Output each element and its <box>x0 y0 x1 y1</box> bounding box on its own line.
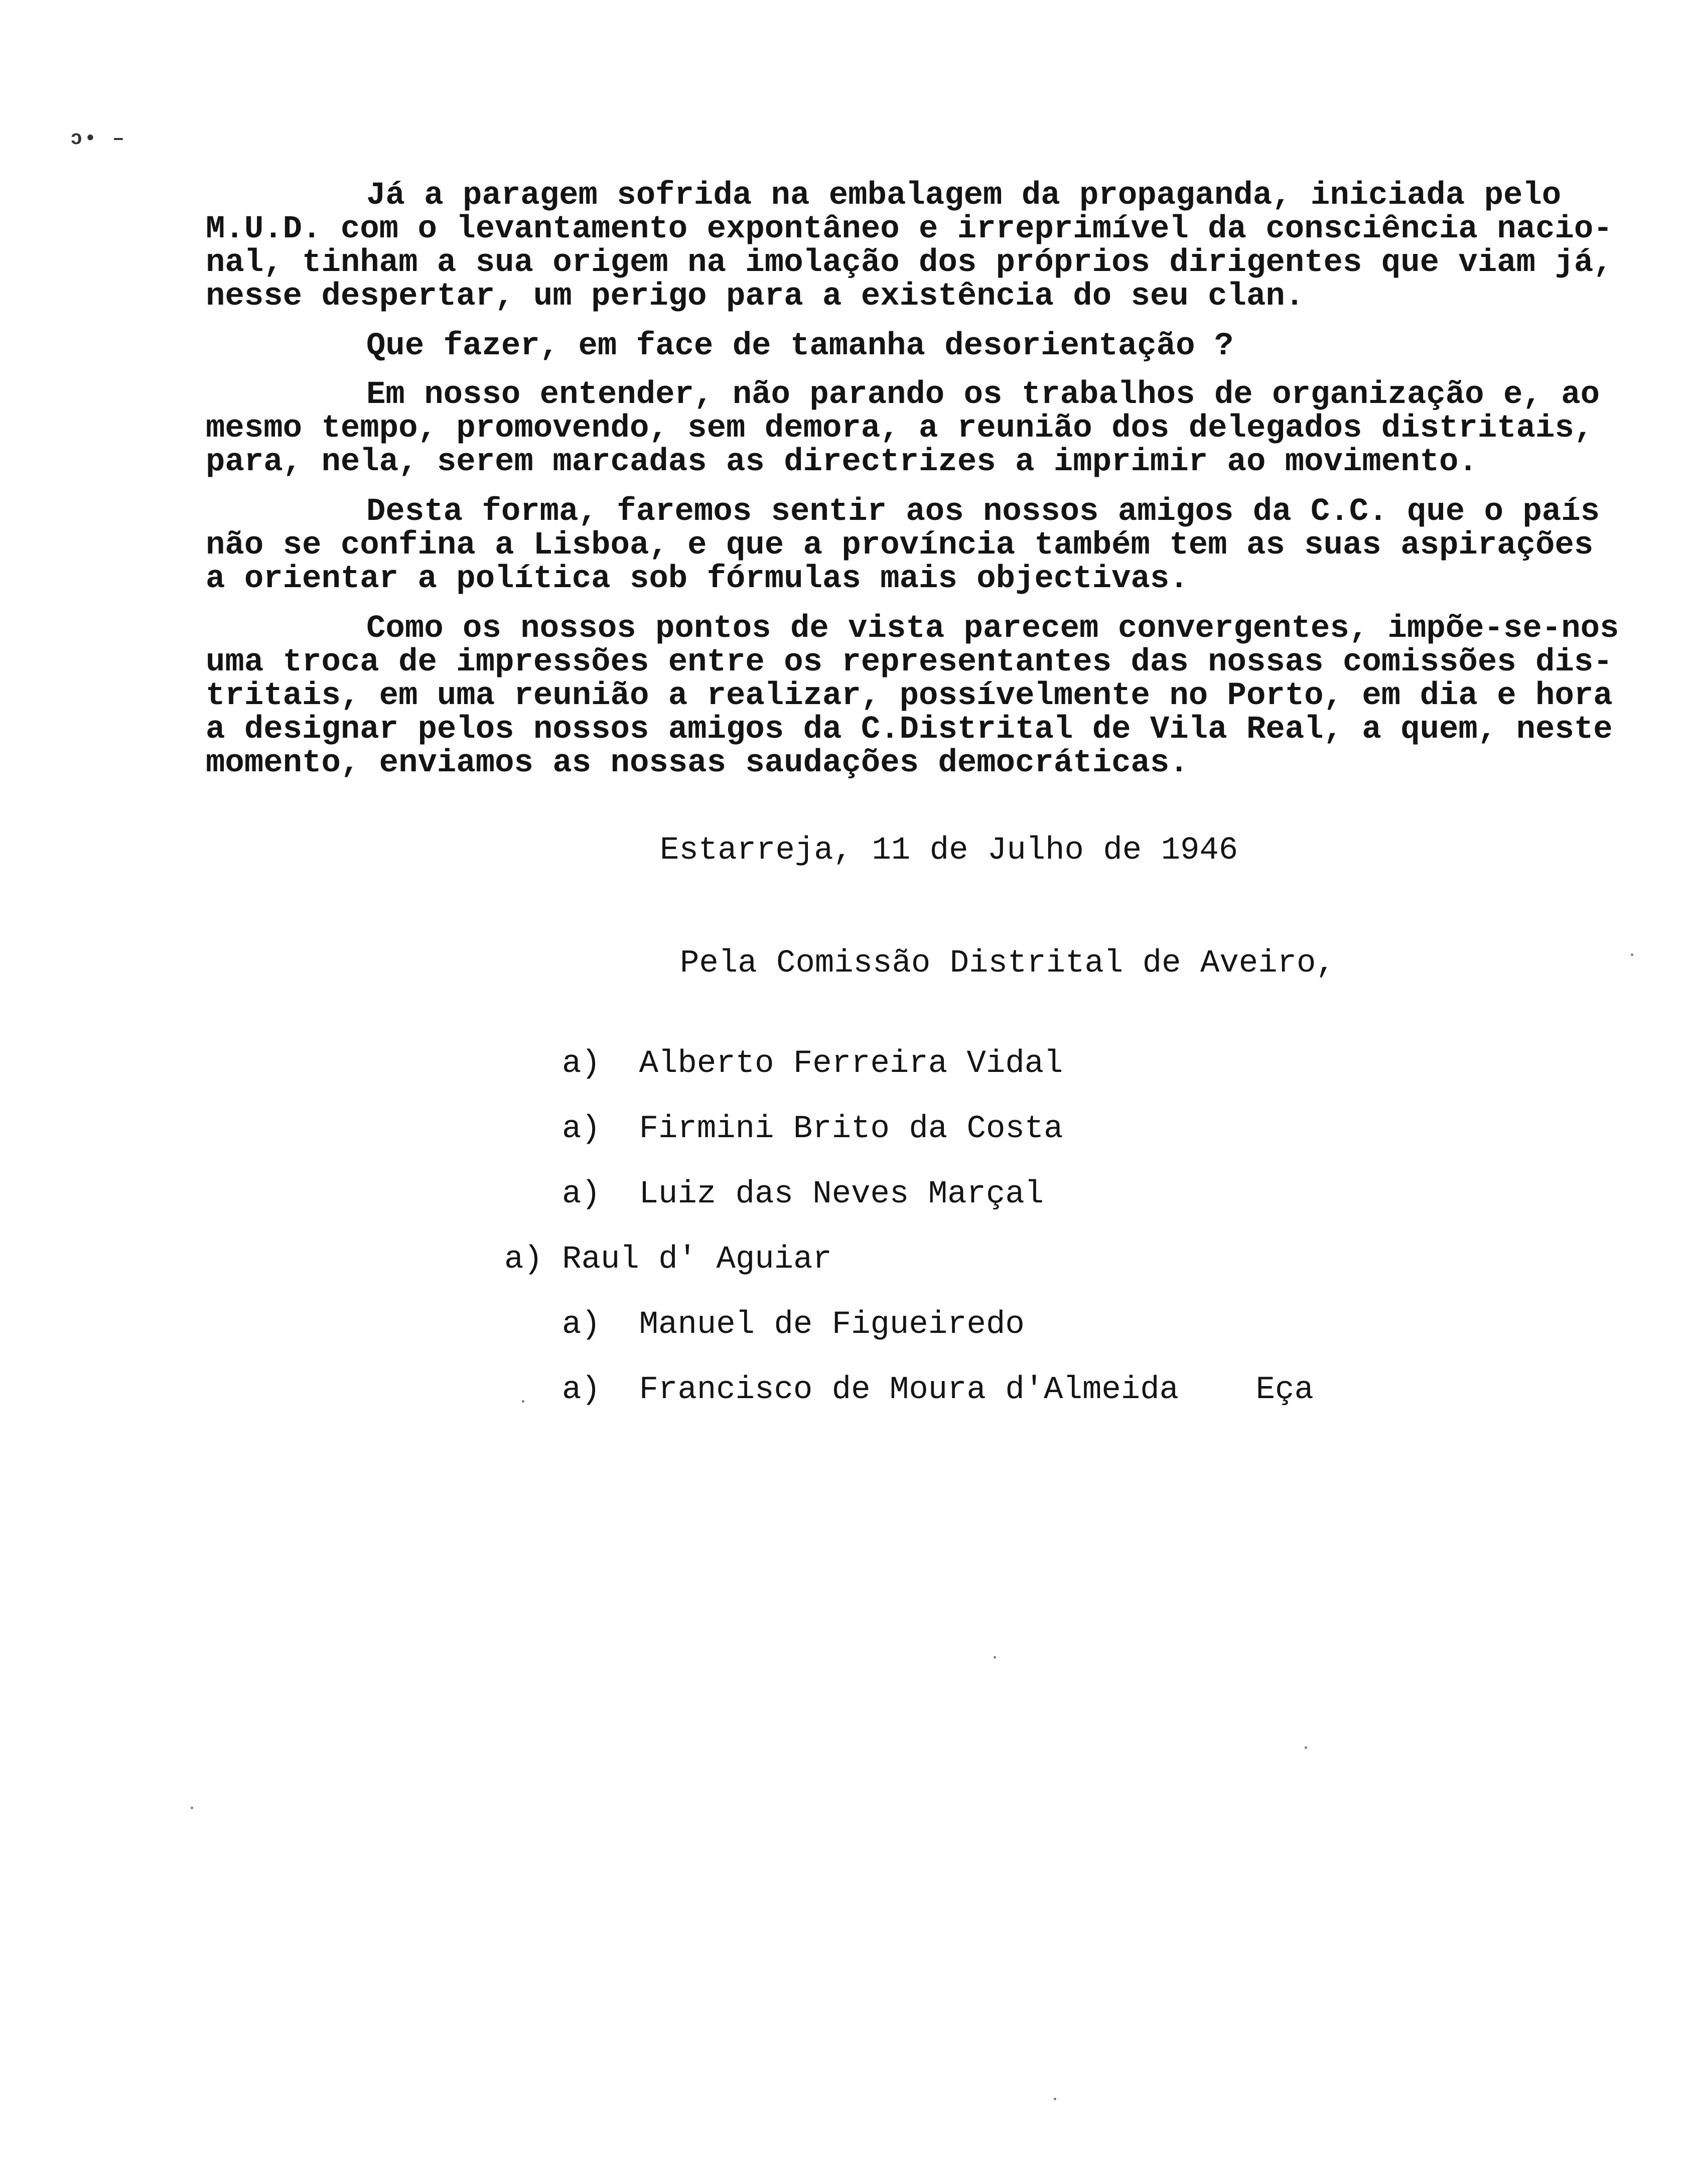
paragraph-1-line-2: M.U.D. com o levantamento expontâneo e irreprimível da consciência nacio- <box>206 211 1613 247</box>
on-behalf-line: Pela Comissão Distrital de Aveiro, <box>680 945 1335 982</box>
scan-speck <box>522 1400 524 1403</box>
paragraph-3-line-2: mesmo tempo, promovendo, sem demora, a reunião dos delegados distritais, <box>206 411 1594 447</box>
paragraph-1-line-3: nal, tinham a sua origem na imolação dos próprios dirigentes que viam já, <box>206 245 1613 281</box>
scan-speck <box>1631 953 1633 956</box>
signatory: a) Alberto Ferreira Vidal <box>562 1046 1063 1082</box>
paragraph-3-line-3: para, nela, serem marcadas as directrizes a imprimir ao movimento. <box>206 444 1478 480</box>
paragraph-4-line-3: a orientar a política sob fórmulas mais objectivas. <box>206 561 1189 597</box>
place-date: Estarreja, 11 de Julho de 1946 <box>660 833 1238 869</box>
scan-speck <box>1054 2098 1056 2100</box>
paragraph-5-line-5: momento, enviamos as nossas saudações democráticas. <box>206 745 1189 781</box>
paragraph-5-line-3: tritais, em uma reunião a realizar, possívelmente no Porto, em dia e hora <box>206 678 1613 714</box>
signatory: a) Luiz das Neves Marçal <box>562 1176 1044 1212</box>
paragraph-5-line-4: a designar pelos nossos amigos da C.Distrital de Vila Real, a quem, neste <box>206 712 1613 748</box>
scan-speck <box>994 1656 996 1659</box>
paragraph-3-line-1: Em nosso entender, não parando os trabalhos de organização e, ao <box>366 377 1600 413</box>
signatory: a) Firmini Brito da Costa <box>562 1111 1063 1147</box>
scan-speck <box>1305 1746 1307 1749</box>
paragraph-5-line-1: Como os nossos pontos de vista parecem convergentes, impõe-se-nos <box>366 611 1619 647</box>
paragraph-4-line-1: Desta forma, faremos sentir aos nossos amigos da C.C. que o país <box>366 494 1600 530</box>
signatory: a) Manuel de Figueiredo <box>562 1307 1025 1343</box>
signatory: a) Francisco de Moura d'Almeida Eça <box>562 1372 1314 1408</box>
paragraph-1-line-1: Já a paragem sofrida na embalagem da propaganda, iniciada pelo <box>366 178 1562 214</box>
paragraph-4-line-2: não se confina a Lisboa, e que a província também tem as suas aspirações <box>206 527 1594 564</box>
page-mark: ɔ• – <box>70 128 127 151</box>
paragraph-1-line-4: nesse despertar, um perigo para a existência do seu clan. <box>206 279 1305 315</box>
scan-speck <box>191 1807 193 1809</box>
signatory: a) Raul d' Aguiar <box>504 1242 832 1278</box>
paragraph-2-line-1: Que fazer, em face de tamanha desorientação ? <box>366 328 1234 364</box>
paragraph-5-line-2: uma troca de impressões entre os representantes das nossas comissões dis- <box>206 644 1613 680</box>
